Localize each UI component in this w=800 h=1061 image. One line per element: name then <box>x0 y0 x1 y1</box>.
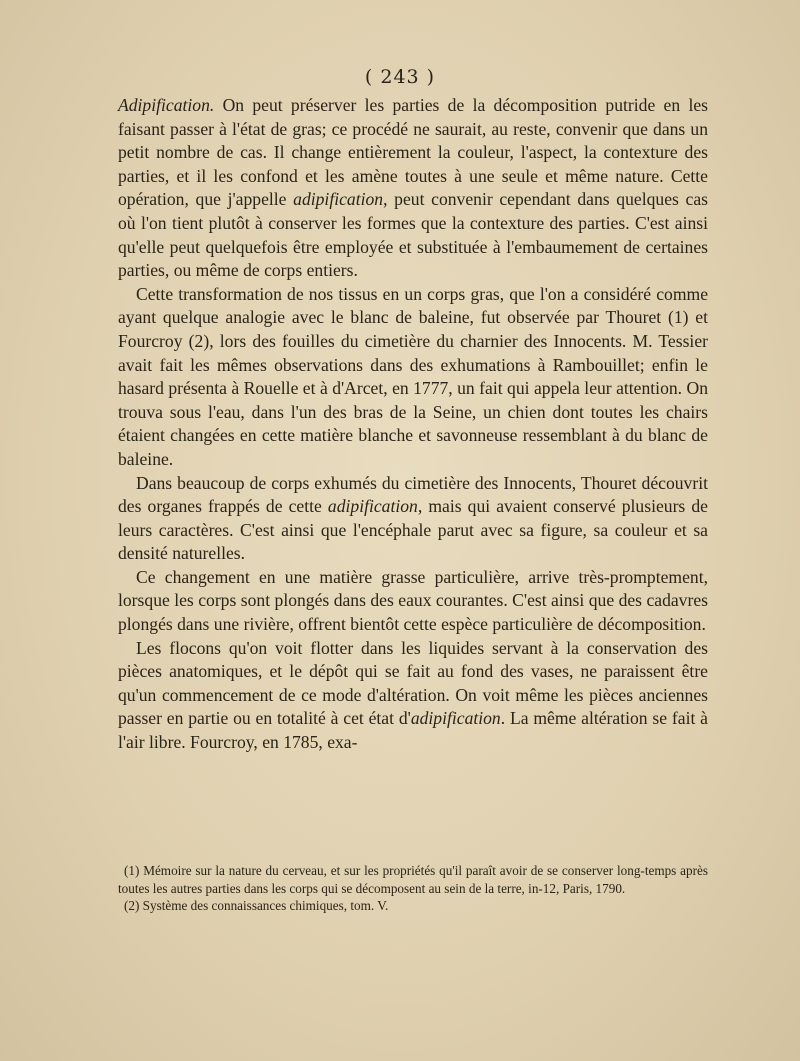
body-text <box>118 94 708 755</box>
footnote: (2) Système des connaissances chimiques, tom. V. <box>124 898 389 914</box>
text-run: On peut préserver les parties de la décomposition putride en les faisant passer à l'état de gras; ce procédé ne saurait, au reste, convenir que dans un petit nombre de cas. Il change entièrement la couleur, l'aspect, la contexture des parties, et il les confond et les amène toutes à une seule et même nature. Cette opération, que j'appelle <box>118 95 708 210</box>
page-number: ( 243 ) <box>364 66 436 88</box>
text-run: , mais qui avaient conservé plusieurs de leurs caractères. C'est ainsi que l'encéphale parut avec sa figure, sa couleur et sa densité naturelles. <box>118 496 708 564</box>
paragraph <box>118 637 708 755</box>
text-run: Dans beaucoup de corps exhumés du cimetière des Innocents, Thouret découvrit des organes frappés de cette <box>118 472 708 517</box>
text-run: Les flocons qu'on voit flotter dans les liquides servant à la conservation des pièces anatomiques, et le dépôt qui se fait au fond des vases, ne paraissent être qu'un commencement de ce mode d'altération. On voit même les pièces anciennes passer en partie ou en totalité à cet état d' <box>118 637 708 729</box>
italic-term: adipification <box>327 496 418 517</box>
italic-term: adipification <box>293 189 384 210</box>
footnotes <box>118 862 708 915</box>
italic-term: adipification <box>410 708 501 729</box>
text-run: Cette transformation de nos tissus en un corps gras, que l'on a considéré comme ayant quelque analogie avec le blanc de baleine, fut observée par Thouret (1) et Fourcroy (2), lors des fouilles du cimetière du charnier des Innocents. M. Tessier avait fait les mêmes observations dans des exhumations à Rambouillet; enfin le hasard présenta à Rouelle et à d'Arcet, en 1777, un fait qui appela leur attention. On trouva sous l'eau, dans l'un des bras de la Seine, un chien dont toutes les chairs étaient changées en cette matière blanche et savonneuse ressemblant à du blanc de baleine. <box>118 283 708 469</box>
text-run: . La même altération se fait à l'air libre. Fourcroy, en 1785, exa- <box>118 708 708 753</box>
text-run: Ce changement en une matière grasse particulière, arrive très-promptement, lorsque les corps sont plongés dans des eaux courantes. C'est ainsi que des cadavres plongés dans une rivière, offrent bientôt cette espèce particulière de décomposition. <box>118 566 708 635</box>
paragraph <box>118 283 708 472</box>
italic-term: Adipification. <box>118 95 215 115</box>
text-run: , peut convenir cependant dans quelques cas où l'on tient plutôt à conserver les formes que la contexture des parties. C'est ainsi qu'elle peut quelquefois être employée et substituée à l'embaumement de certaines parties, ou même de corps entiers. <box>118 189 708 281</box>
paragraph <box>118 472 708 566</box>
paragraph <box>118 566 708 637</box>
paragraph <box>118 94 708 283</box>
footnote: (1) Mémoire sur la nature du cerveau, et sur les propriétés qu'il paraît avoir de se conserver long-temps après toutes les autres parties dans les corps qui se décomposent au sein de la terre, in-12, Paris, 1790. <box>118 863 708 896</box>
